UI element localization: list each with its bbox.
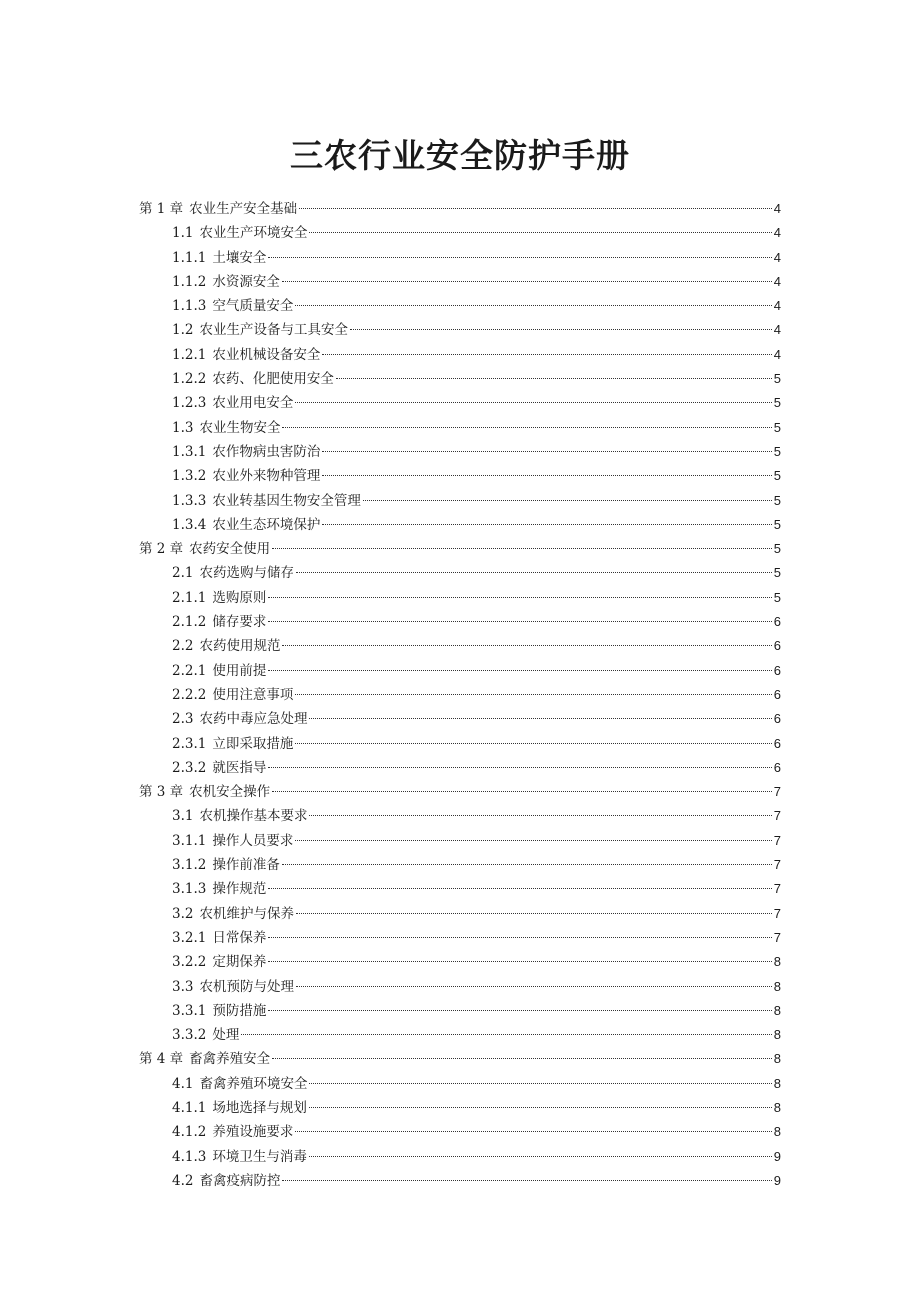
toc-entry[interactable] [139, 877, 781, 901]
toc-entry[interactable] [139, 489, 781, 513]
toc-entry-page-number: 6 [773, 686, 781, 702]
toc-entry-number: 1.3.1 [172, 443, 207, 460]
toc-entry[interactable] [139, 999, 781, 1023]
toc-dot-leader [299, 208, 772, 209]
toc-entry-number: 1.2.1 [172, 346, 207, 363]
toc-entry-number: 3.1.1 [172, 832, 207, 849]
toc-entry-page-number: 6 [773, 735, 781, 751]
toc-dot-leader [295, 743, 771, 744]
toc-entry-number: 1.1 [172, 225, 194, 242]
toc-entry-number: 1.1.1 [172, 249, 207, 266]
toc-entry-title: 选购原则 [212, 589, 267, 606]
toc-entry[interactable] [139, 1145, 781, 1169]
toc-entry-number: 1.2.3 [172, 395, 207, 412]
toc-entry-number: 4.1.3 [172, 1148, 207, 1165]
toc-entry[interactable] [139, 440, 781, 464]
toc-entry-title: 农业生产环境安全 [199, 225, 308, 242]
toc-entry[interactable] [139, 683, 781, 707]
toc-entry-title: 农药安全使用 [189, 541, 271, 558]
toc-entry-page-number: 8 [773, 1099, 781, 1115]
toc-entry-title: 农机操作基本要求 [199, 808, 308, 825]
toc-entry[interactable] [139, 1047, 781, 1071]
toc-entry[interactable] [139, 391, 781, 415]
toc-entry[interactable] [139, 294, 781, 318]
toc-entry-page-number: 7 [773, 832, 781, 848]
toc-entry-title: 空气质量安全 [212, 298, 294, 315]
toc-entry-page-number: 4 [773, 249, 781, 265]
toc-entry-page-number: 5 [773, 516, 781, 532]
toc-entry[interactable] [139, 561, 781, 585]
toc-entry[interactable] [139, 416, 781, 440]
toc-entry-number: 1.1.3 [172, 298, 207, 315]
toc-entry[interactable] [139, 634, 781, 658]
toc-entry[interactable] [139, 513, 781, 537]
toc-entry-title: 使用前提 [212, 662, 267, 679]
toc-entry[interactable] [139, 950, 781, 974]
toc-entry-number: 2.2.1 [172, 662, 207, 679]
toc-entry[interactable] [139, 902, 781, 926]
toc-entry-page-number: 4 [773, 322, 781, 338]
toc-entry-page-number: 8 [773, 1027, 781, 1043]
toc-dot-leader [268, 767, 771, 768]
toc-entry-page-number: 4 [773, 273, 781, 289]
toc-dot-leader [282, 1180, 771, 1181]
toc-entry-number: 3.1.3 [172, 881, 207, 898]
toc-entry-page-number: 4 [773, 298, 781, 314]
toc-entry-page-number: 6 [773, 662, 781, 678]
toc-entry-page-number: 6 [773, 711, 781, 727]
toc-dot-leader [363, 500, 772, 501]
toc-entry-page-number: 9 [773, 1172, 781, 1188]
toc-dot-leader [295, 694, 771, 695]
toc-dot-leader [268, 961, 771, 962]
toc-dot-leader [282, 427, 771, 428]
toc-entry[interactable] [139, 343, 781, 367]
toc-entry[interactable] [139, 197, 781, 221]
toc-entry[interactable] [139, 610, 781, 634]
toc-entry-number: 4.2 [172, 1172, 194, 1189]
toc-entry[interactable] [139, 732, 781, 756]
toc-entry-page-number: 4 [773, 225, 781, 241]
toc-entry-page-number: 5 [773, 565, 781, 581]
toc-entry-number: 3.3.1 [172, 1002, 207, 1019]
toc-entry-title: 农业生物安全 [199, 419, 281, 436]
toc-entry-title: 农业外来物种管理 [212, 468, 321, 485]
toc-entry[interactable] [139, 246, 781, 270]
toc-dot-leader [268, 888, 771, 889]
toc-entry-title: 定期保养 [212, 954, 267, 971]
toc-entry-title: 农业生产设备与工具安全 [199, 322, 348, 339]
toc-entry-number: 1.3 [172, 419, 194, 436]
toc-entry-number: 2.3.1 [172, 735, 207, 752]
toc-dot-leader [309, 1107, 772, 1108]
toc-entry-page-number: 7 [773, 808, 781, 824]
toc-entry-title: 养殖设施要求 [212, 1124, 294, 1141]
toc-dot-leader [268, 670, 771, 671]
toc-entry-title: 农业生产安全基础 [189, 201, 298, 217]
toc-dot-leader [295, 305, 771, 306]
toc-entry-page-number: 8 [773, 978, 781, 994]
toc-entry-number: 第 2 章 [139, 541, 184, 558]
toc-entry-title: 农业机械设备安全 [212, 346, 321, 363]
toc-entry[interactable] [139, 1096, 781, 1120]
toc-entry-number: 2.1.1 [172, 589, 207, 606]
toc-entry-title: 农业生态环境保护 [212, 516, 321, 533]
toc-dot-leader [282, 281, 772, 282]
toc-entry[interactable] [139, 464, 781, 488]
toc-entry[interactable] [139, 537, 781, 561]
toc-dot-leader [295, 1131, 771, 1132]
toc-dot-leader [296, 913, 772, 914]
toc-entry-page-number: 5 [773, 468, 781, 484]
toc-dot-leader [322, 524, 771, 525]
toc-dot-leader [309, 815, 771, 816]
toc-entry-page-number: 5 [773, 492, 781, 508]
toc-entry-number: 1.1.2 [172, 273, 207, 290]
toc-entry-page-number: 8 [773, 1002, 781, 1018]
toc-entry-number: 4.1.2 [172, 1124, 207, 1141]
toc-entry-title: 环境卫生与消毒 [212, 1148, 307, 1165]
toc-entry-page-number: 6 [773, 759, 781, 775]
toc-entry-title: 处理 [212, 1027, 240, 1044]
toc-entry-number: 3.3 [172, 978, 194, 995]
toc-entry-number: 3.3.2 [172, 1027, 207, 1044]
toc-entry-number: 2.1.2 [172, 614, 207, 631]
toc-entry[interactable] [139, 221, 781, 245]
toc-entry-title: 立即采取措施 [212, 735, 294, 752]
toc-entry[interactable] [139, 1169, 781, 1193]
toc-dot-leader [322, 475, 771, 476]
toc-entry-title: 操作前准备 [212, 857, 280, 874]
toc-entry-page-number: 6 [773, 614, 781, 630]
toc-dot-leader [268, 937, 771, 938]
toc-entry-page-number: 7 [773, 881, 781, 897]
toc-dot-leader [241, 1034, 771, 1035]
toc-entry[interactable] [139, 1023, 781, 1047]
toc-entry-page-number: 5 [773, 371, 781, 387]
toc-entry-page-number: 8 [773, 1075, 781, 1091]
toc-dot-leader [336, 378, 772, 379]
toc-entry-number: 2.1 [172, 565, 194, 582]
toc-dot-leader [295, 402, 771, 403]
table-of-contents [139, 197, 781, 1193]
toc-entry-title: 农药中毒应急处理 [199, 711, 308, 728]
toc-entry-title: 畜禽疫病防控 [199, 1172, 281, 1189]
toc-entry-number: 2.3.2 [172, 759, 207, 776]
toc-dot-leader [296, 572, 772, 573]
toc-entry-number: 3.2 [172, 905, 194, 922]
toc-entry-page-number: 9 [773, 1148, 781, 1164]
toc-entry-number: 2.3 [172, 711, 194, 728]
toc-entry-title: 农机预防与处理 [199, 978, 294, 995]
document-title: 三农行业安全防护手册 [290, 136, 630, 175]
toc-entry-title: 就医指导 [212, 759, 267, 776]
toc-entry-title: 农业转基因生物安全管理 [212, 492, 361, 509]
toc-entry[interactable] [139, 367, 781, 391]
toc-entry[interactable] [139, 829, 781, 853]
toc-entry-title: 农药选购与储存 [199, 565, 294, 582]
toc-dot-leader [268, 621, 771, 622]
toc-entry-number: 1.3.3 [172, 492, 207, 509]
toc-dot-leader [322, 354, 771, 355]
toc-dot-leader [268, 597, 771, 598]
toc-entry-page-number: 8 [773, 1051, 781, 1067]
toc-entry[interactable] [139, 780, 781, 804]
toc-entry-page-number: 6 [773, 638, 781, 654]
toc-entry-page-number: 5 [773, 395, 781, 411]
toc-entry-number: 2.2 [172, 638, 194, 655]
toc-entry-number: 1.3.2 [172, 468, 207, 485]
toc-entry-page-number: 7 [773, 929, 781, 945]
toc-entry-number: 第 3 章 [139, 784, 184, 801]
toc-dot-leader [282, 864, 772, 865]
toc-dot-leader [268, 1010, 771, 1011]
toc-entry-title: 农业用电安全 [212, 395, 294, 412]
toc-entry-title: 农药、化肥使用安全 [212, 371, 334, 388]
toc-entry-number: 第 4 章 [139, 1051, 184, 1068]
toc-entry[interactable] [139, 756, 781, 780]
toc-entry[interactable] [139, 318, 781, 342]
toc-entry-title: 农作物病虫害防治 [212, 443, 321, 460]
toc-entry[interactable] [139, 975, 781, 999]
toc-entry-number: 1.2.2 [172, 371, 207, 388]
toc-dot-leader [309, 1156, 772, 1157]
toc-dot-leader [272, 1058, 772, 1059]
toc-entry-page-number: 7 [773, 857, 781, 873]
toc-entry-title: 日常保养 [212, 929, 267, 946]
toc-entry-page-number: 8 [773, 954, 781, 970]
toc-entry-page-number: 4 [773, 346, 781, 362]
toc-entry[interactable] [139, 586, 781, 610]
toc-entry-title: 农机安全操作 [189, 784, 271, 801]
toc-dot-leader [268, 257, 771, 258]
toc-entry[interactable] [139, 1120, 781, 1144]
toc-entry-title: 操作人员要求 [212, 832, 294, 849]
toc-entry-number: 3.2.1 [172, 929, 207, 946]
toc-entry-title: 水资源安全 [212, 273, 280, 290]
toc-entry-page-number: 5 [773, 589, 781, 605]
toc-dot-leader [350, 329, 772, 330]
toc-entry-page-number: 5 [773, 419, 781, 435]
toc-entry[interactable] [139, 1072, 781, 1096]
toc-entry-number: 3.2.2 [172, 954, 207, 971]
toc-entry-page-number: 4 [773, 201, 781, 216]
toc-entry-title: 农药使用规范 [199, 638, 281, 655]
toc-entry-title: 畜禽养殖安全 [189, 1051, 271, 1068]
toc-entry-page-number: 5 [773, 443, 781, 459]
toc-entry-title: 储存要求 [212, 614, 267, 631]
toc-entry-number: 1.2 [172, 322, 194, 339]
toc-entry-number: 3.1.2 [172, 857, 207, 874]
toc-dot-leader [272, 791, 772, 792]
toc-entry[interactable] [139, 659, 781, 683]
toc-entry-title: 操作规范 [212, 881, 267, 898]
toc-entry[interactable] [139, 926, 781, 950]
toc-dot-leader [282, 645, 771, 646]
toc-entry-title: 场地选择与规划 [212, 1099, 307, 1116]
toc-entry[interactable] [139, 853, 781, 877]
toc-dot-leader [272, 548, 772, 549]
toc-entry[interactable] [139, 804, 781, 828]
toc-entry-page-number: 8 [773, 1124, 781, 1140]
toc-entry-page-number: 5 [773, 541, 781, 557]
toc-dot-leader [295, 840, 771, 841]
toc-entry[interactable] [139, 270, 781, 294]
toc-entry-number: 2.2.2 [172, 686, 207, 703]
toc-entry-page-number: 7 [773, 784, 781, 800]
toc-dot-leader [309, 1083, 771, 1084]
toc-dot-leader [296, 986, 772, 987]
toc-entry-number: 4.1 [172, 1075, 194, 1092]
toc-dot-leader [322, 451, 771, 452]
toc-entry-number: 1.3.4 [172, 516, 207, 533]
toc-entry-title: 农机维护与保养 [199, 905, 294, 922]
toc-entry-number: 4.1.1 [172, 1099, 207, 1116]
toc-entry[interactable] [139, 707, 781, 731]
toc-dot-leader [309, 718, 771, 719]
toc-entry-number: 3.1 [172, 808, 194, 825]
toc-entry-title: 畜禽养殖环境安全 [199, 1075, 308, 1092]
toc-entry-page-number: 7 [773, 905, 781, 921]
toc-entry-title: 预防措施 [212, 1002, 267, 1019]
toc-entry-title: 使用注意事项 [212, 686, 294, 703]
toc-entry-number: 第 1 章 [139, 201, 184, 217]
toc-dot-leader [309, 232, 771, 233]
toc-entry-title: 土壤安全 [212, 249, 267, 266]
